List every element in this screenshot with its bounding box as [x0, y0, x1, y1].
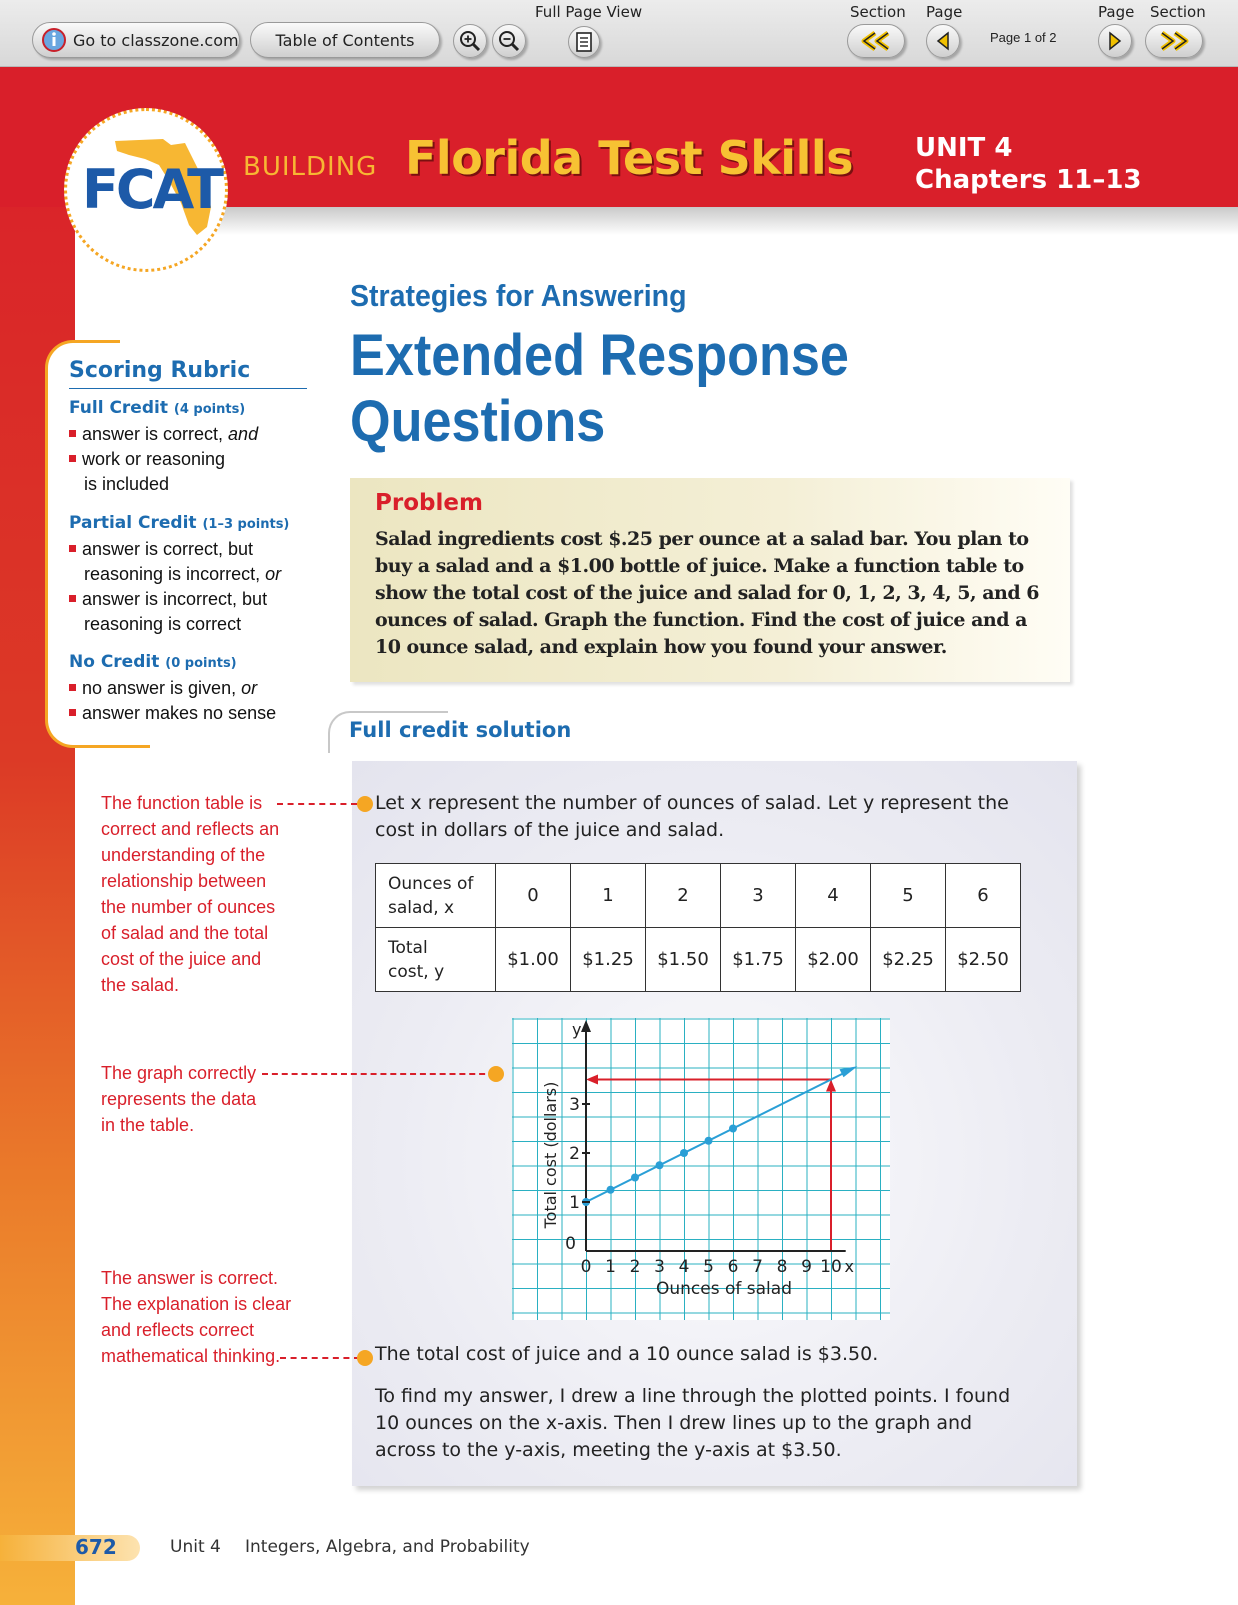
- header-text: salad, x: [388, 897, 455, 918]
- table-cell: $1.25: [571, 928, 646, 992]
- bullet-icon: [69, 455, 76, 462]
- rubric-item-text: answer is correct,: [82, 424, 229, 444]
- rubric-item-text: answer is correct, but: [82, 539, 254, 559]
- section-back-label: Section: [850, 3, 906, 21]
- bullet-icon: [69, 595, 76, 602]
- problem-text: Salad ingredients cost $.25 per ounce at a salad bar. You plan to buy a salad and a $1.00 bottle of juice. Make a function table to show the total cost of the juice and salad for 0, 1, 2, 3, 4, 5, and 6 ounces of salad. Graph the function. Find the cost of juice and a 10 ounce salad, and explain how you found your answer.: [375, 528, 1039, 658]
- table-note-dot: [357, 796, 373, 812]
- x-tick-label: 8: [776, 1257, 788, 1277]
- x-axis-label: Ounces of salad: [656, 1279, 792, 1299]
- function-table: [375, 863, 1021, 992]
- full-credit-heading: [69, 398, 245, 418]
- y-tick-label: 1: [569, 1193, 580, 1213]
- banner-shadow: [75, 207, 1238, 235]
- rubric-item: [69, 701, 319, 726]
- partial-credit-heading: [69, 513, 289, 533]
- x-tick-label: 2: [629, 1257, 641, 1277]
- table-cell: $1.75: [721, 928, 796, 992]
- x-tick-label: 1: [605, 1257, 616, 1277]
- go-to-classzone-label: Go to classzone.com: [73, 30, 239, 50]
- y-axis-letter: y: [572, 1020, 582, 1039]
- next-page-button[interactable]: [1098, 24, 1132, 58]
- info-globe-icon: [41, 27, 67, 53]
- next-section-button[interactable]: [1145, 24, 1203, 58]
- rubric-item-text: reasoning is incorrect,: [84, 564, 266, 584]
- partial-credit-label: Partial Credit: [69, 513, 197, 533]
- table-row: [376, 928, 1021, 992]
- table-cell: $1.50: [646, 928, 721, 992]
- table-cell: $2.50: [946, 928, 1021, 992]
- bullet-icon: [69, 545, 76, 552]
- x-tick-label: 5: [703, 1257, 714, 1277]
- solution-intro: Let x represent the number of ounces of salad. Let y represent the cost in dollars of the juice and salad.: [375, 792, 1009, 841]
- solution-explanation: To find my answer, I drew a line through the plotted points. I found 10 ounces on the x-axis. Then I drew lines up to the graph and across to the y-axis, meeting the y-axis at $3.50.: [375, 1385, 1011, 1461]
- chevron-right-icon: [1105, 30, 1125, 52]
- header-text: Ounces of: [388, 873, 474, 894]
- full-credit-solution-label: Full credit solution: [349, 718, 572, 742]
- table-cell: 5: [871, 864, 946, 928]
- no-credit-heading: [69, 652, 237, 672]
- full-credit-points: (4 points): [173, 402, 246, 417]
- reader-toolbar: [0, 0, 1238, 67]
- no-credit-label: No Credit: [69, 652, 160, 672]
- rubric-item-text: answer is incorrect, but: [82, 589, 268, 609]
- table-cell: 1: [571, 864, 646, 928]
- x-tick-label: 6: [727, 1257, 739, 1277]
- table-cell: 4: [796, 864, 871, 928]
- cost-graph: [512, 1018, 890, 1320]
- page-forward-label: Page: [1098, 3, 1135, 21]
- section-forward-label: Section: [1150, 3, 1206, 21]
- table-cell: 2: [646, 864, 721, 928]
- data-point: [705, 1137, 713, 1145]
- x-axis-letter: x: [844, 1257, 854, 1276]
- table-cell: 6: [946, 864, 1021, 928]
- y-tick-label: 3: [569, 1095, 580, 1115]
- rubric-item-emphasis: and: [228, 424, 259, 444]
- x-tick-label: 4: [678, 1257, 690, 1277]
- rubric-item-continuation: [84, 562, 281, 587]
- rubric-frame-gap-top: [120, 336, 320, 344]
- header-text: cost, y: [388, 961, 445, 982]
- rubric-divider: [69, 388, 307, 389]
- double-chevron-right-icon: [1156, 30, 1192, 52]
- table-cell: $1.00: [496, 928, 571, 992]
- full-page-view-button[interactable]: [568, 26, 600, 58]
- header-text: Total: [388, 937, 428, 958]
- rubric-item-text: work or reasoning: [82, 449, 226, 469]
- rubric-item: [69, 447, 319, 472]
- problem-label: Problem: [375, 490, 483, 516]
- graph-note-dot: [488, 1066, 504, 1082]
- no-credit-points: (0 points): [165, 656, 237, 671]
- table-row-header: [376, 864, 496, 928]
- page-title-line-1: Extended Response: [350, 323, 849, 388]
- rubric-item-text: answer makes no sense: [82, 703, 277, 723]
- table-of-contents-label: Table of Contents: [275, 30, 415, 50]
- answer-note: The answer is correct. The explanation is clear and reflects correct mathematical thinking.: [101, 1268, 292, 1366]
- x-tick-label: 10: [820, 1257, 842, 1277]
- rubric-item: [69, 587, 319, 612]
- building-label: BUILDING: [243, 152, 378, 182]
- section-kicker: Strategies for Answering: [350, 278, 687, 313]
- page-number: 672: [75, 1535, 117, 1559]
- header-title: Florida Test Skills: [405, 131, 853, 185]
- page-back-label: Page: [926, 3, 963, 21]
- rubric-item: [69, 537, 319, 562]
- unit-label: UNIT 4: [915, 133, 1013, 163]
- table-note: The function table is correct and reflects an understanding of the relationship between the number of ounces of salad and the total cost of the juice and the salad.: [101, 793, 280, 995]
- page-indicator: Page 1 of 2: [990, 30, 1057, 45]
- data-point: [631, 1174, 639, 1182]
- data-point: [656, 1161, 664, 1169]
- x-tick-label: 7: [752, 1257, 763, 1277]
- rubric-item-text: no answer is given,: [82, 678, 242, 698]
- x-tick-label: 0: [580, 1257, 592, 1277]
- data-point: [607, 1186, 615, 1194]
- footer-title: Integers, Algebra, and Probability: [245, 1537, 530, 1557]
- rubric-frame-gap-bottom: [150, 744, 320, 752]
- zoom-out-icon: [497, 29, 521, 53]
- left-color-strip: [0, 67, 75, 1605]
- table-row-header: [376, 928, 496, 992]
- table-cell: 3: [721, 864, 796, 928]
- bullet-icon: [69, 430, 76, 437]
- bullet-icon: [69, 684, 76, 691]
- table-cell: $2.25: [871, 928, 946, 992]
- y-tick-label: 2: [569, 1144, 580, 1164]
- previous-section-button[interactable]: [847, 24, 905, 58]
- zoom-in-button[interactable]: [453, 24, 487, 58]
- table-cell: $2.00: [796, 928, 871, 992]
- go-to-classzone-button[interactable]: [32, 22, 240, 58]
- full-page-view-label: Full Page View: [535, 3, 643, 21]
- table-cell: 0: [496, 864, 571, 928]
- full-credit-label: Full Credit: [69, 398, 168, 418]
- table-of-contents-button[interactable]: [250, 22, 440, 58]
- rubric-item-continuation: is included: [84, 474, 170, 494]
- rubric-item-emphasis: or: [241, 678, 258, 698]
- data-point: [680, 1149, 688, 1157]
- rubric-title: Scoring Rubric: [69, 358, 251, 383]
- answer-note-dot: [357, 1350, 373, 1366]
- page-view-icon: [575, 32, 593, 52]
- rubric-item-continuation: reasoning is correct: [84, 614, 242, 634]
- rubric-item: [69, 422, 319, 447]
- chapters-label: Chapters 11–13: [915, 165, 1142, 195]
- page-number-tab: [0, 1535, 140, 1561]
- zoom-out-button[interactable]: [492, 24, 526, 58]
- x-tick-label: 9: [801, 1257, 812, 1277]
- rubric-item: [69, 676, 319, 701]
- chevron-left-icon: [933, 30, 953, 52]
- answer-note-leader: [280, 1357, 360, 1359]
- x-tick-label: 3: [654, 1257, 665, 1277]
- zoom-in-icon: [458, 29, 482, 53]
- footer-unit: Unit 4: [170, 1537, 221, 1557]
- y-tick-label: 0: [565, 1234, 576, 1254]
- solution-answer: The total cost of juice and a 10 ounce salad is $3.50.: [375, 1343, 879, 1365]
- graph-note-leader: [262, 1073, 495, 1075]
- bullet-icon: [69, 709, 76, 716]
- partial-credit-points: (1–3 points): [202, 517, 290, 532]
- data-point: [729, 1125, 737, 1133]
- table-row: [376, 864, 1021, 928]
- page-title-line-2: Questions: [350, 389, 606, 454]
- rubric-item-emphasis: or: [265, 564, 282, 584]
- table-note-leader: [277, 803, 357, 805]
- y-axis-label: Total cost (dollars): [541, 1081, 560, 1229]
- double-chevron-left-icon: [858, 30, 894, 52]
- fcat-logo-text: FCAT: [82, 158, 221, 221]
- previous-page-button[interactable]: [926, 24, 960, 58]
- graph-note: The graph correctly represents the data in the table.: [101, 1063, 257, 1135]
